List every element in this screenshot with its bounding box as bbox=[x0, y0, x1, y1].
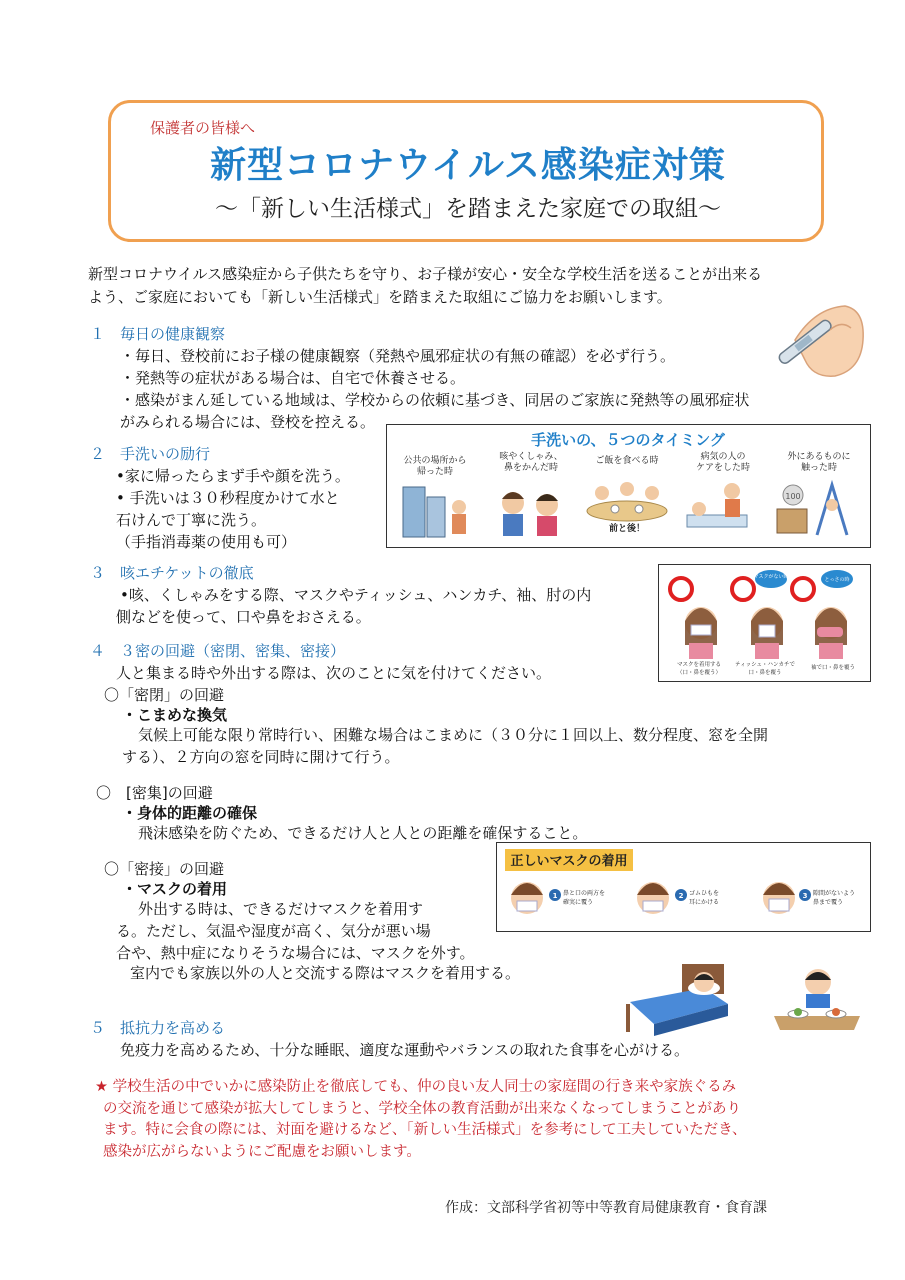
svg-text:1: 1 bbox=[552, 892, 558, 900]
section-title: 抵抗力を高める bbox=[120, 1019, 226, 1037]
handwash-item-label: 鼻をかんだ時 bbox=[503, 463, 559, 473]
s1-line: がみられる場合には、登校を控える。 bbox=[120, 413, 376, 431]
s1-line: ・発熱等の症状がある場合は、自宅で休養させる。 bbox=[120, 369, 466, 387]
section-title: 毎日の健康観察 bbox=[120, 325, 226, 343]
s2-line: 石けんで丁寧に洗う。 bbox=[116, 511, 267, 529]
mask-step-label: 鼻と口の両方を bbox=[563, 890, 606, 897]
handwash-timing-illustration bbox=[387, 425, 869, 546]
etiquette-caption: ティッシュ・ハンカチで bbox=[735, 662, 795, 668]
closing-line: ます。特に会食の際には、対面を避けるなど、「新しい生活様式」を参考にして工夫していただき、 bbox=[103, 1122, 747, 1138]
etiquette-caption: （口・鼻を覆う） bbox=[676, 670, 722, 676]
closing-line: 感染が広がらないようにご配慮をお願いします。 bbox=[103, 1143, 421, 1160]
missetsu-line: 室内でも家族以外の人と交流する際はマスクを着用する。 bbox=[130, 964, 521, 982]
section-5-heading bbox=[90, 1017, 225, 1038]
cough-etiquette-panel bbox=[658, 564, 871, 682]
ok-circle-icon bbox=[670, 578, 692, 600]
misshu-heading: 〇 [密集]の回避 bbox=[96, 784, 213, 802]
s2-line: • 手洗いは３０秒程度かけて水と bbox=[116, 489, 340, 507]
section-4-heading bbox=[90, 640, 345, 661]
svg-text:3: 3 bbox=[802, 892, 808, 900]
mippei-point: ・こまめな換気 bbox=[122, 706, 228, 724]
page-title: 新型コロナウイルス感染症対策 bbox=[210, 145, 726, 186]
playground-icon bbox=[777, 485, 847, 535]
s1-line: ・感染がまん延している地域は、学校からの依頼に基づき、同居のご家族に発熱等の風邪症状 bbox=[120, 391, 750, 409]
closing-line: ★ 学校生活の中でいかに感染防止を徹底しても、仲の良い友人同士の家庭間の行き来や家族ぐるみ bbox=[95, 1079, 737, 1095]
intro-text bbox=[88, 263, 848, 309]
mask-step-2-icon bbox=[637, 882, 687, 914]
section-title: 手洗いの励行 bbox=[120, 445, 211, 463]
handwash-item-label: ご飯を食べる時 bbox=[595, 456, 659, 466]
section-number: ４ bbox=[90, 642, 106, 660]
mask-step-label: ゴムひもを bbox=[689, 890, 720, 897]
s1-line: ・毎日、登校前にお子様の健康観察（発熱や風邪症状の有無の確認）を必ず行う。 bbox=[120, 347, 676, 365]
s5-line: 免疫力を高めるため、十分な睡眠、適度な運動やバランスの取れた食事を心がける。 bbox=[120, 1041, 689, 1059]
mask-step-1-icon bbox=[511, 882, 561, 914]
girl-with-tissue-icon bbox=[751, 607, 783, 659]
mippei-line: する）、２方向の窓を同時に開けて行う。 bbox=[122, 748, 400, 766]
boy-eating-icon bbox=[770, 960, 866, 1032]
svg-text:100: 100 bbox=[785, 492, 801, 501]
missetsu-point: ・マスクの着用 bbox=[122, 880, 228, 898]
thermometer-hand-icon bbox=[775, 300, 867, 382]
section-number: ５ bbox=[90, 1019, 106, 1037]
bubble-text: とっさの時 bbox=[824, 577, 850, 583]
handwash-item-label: ケアをした時 bbox=[695, 463, 751, 473]
bubble-text: マスクがない時 bbox=[753, 574, 789, 580]
svg-text:2: 2 bbox=[678, 892, 684, 900]
section-1-heading bbox=[90, 323, 225, 344]
section-2-heading bbox=[90, 443, 210, 464]
intro-line: 新型コロナウイルス感染症から子供たちを守り、お子様が安心・安全な学校生活を送ることが出来る bbox=[88, 265, 763, 283]
mippei-line: 気候上可能な限り常時行い、困難な場合はこまめに（３０分に１回以上、数分程度、窓を全開 bbox=[138, 726, 769, 744]
handwash-panel-title: 手洗いの、５つのタイミング bbox=[531, 431, 725, 449]
mask-step-label: 耳にかける bbox=[689, 899, 720, 906]
handwash-item-label: 公共の場所から bbox=[403, 456, 467, 466]
mask-step-3-icon bbox=[763, 882, 811, 914]
handwash-item-label: 触った時 bbox=[800, 463, 838, 473]
mask-wearing-illustration bbox=[497, 843, 869, 930]
section-number: １ bbox=[90, 325, 106, 343]
before-after-label: 前と後！ bbox=[608, 524, 646, 534]
closing-line: の交流を通じて感染が拡大してしまうと、学校全体の教育活動が出来なくなってしまうことがあり bbox=[103, 1100, 741, 1117]
girl-with-mask-icon bbox=[685, 607, 717, 659]
girl-with-sleeve-icon bbox=[815, 607, 847, 659]
page-subtitle: ～「新しい生活様式」を踏まえた家庭での取組～ bbox=[215, 196, 721, 222]
etiquette-caption: 口・鼻を覆う bbox=[748, 670, 782, 676]
mask-step-label: 隙間がないよう bbox=[813, 890, 856, 897]
section-number: ３ bbox=[90, 564, 106, 582]
sleeping-child-icon bbox=[624, 958, 734, 1038]
missetsu-line: 合や、熱中症になりそうな場合には、マスクを外す。 bbox=[116, 944, 475, 962]
ok-circle-icon bbox=[792, 578, 814, 600]
missetsu-line: 外出する時は、できるだけマスクを着用す bbox=[138, 900, 424, 918]
misshu-line: 飛沫感染を防ぐため、できるだけ人と人との距離を確保すること。 bbox=[138, 824, 588, 842]
etiquette-caption: マスクを着用する bbox=[676, 662, 722, 668]
etiquette-caption: 袖で口・鼻を覆う bbox=[810, 665, 856, 671]
s3-line: •咳、くしゃみをする際、マスクやティッシュ、ハンカチ、袖、肘の内 bbox=[120, 586, 592, 604]
author-credit: 作成：文部科学省初等中等教育局健康教育・食育課 bbox=[445, 1200, 767, 1216]
closing-note bbox=[95, 1077, 855, 1163]
mask-step-label: 鼻まで覆う bbox=[813, 899, 844, 906]
caregiving-icon bbox=[687, 483, 747, 527]
ok-circle-icon bbox=[732, 578, 754, 600]
missetsu-heading: 〇「密接」の回避 bbox=[104, 860, 225, 878]
handwash-item-label: 帰った時 bbox=[416, 467, 454, 477]
handwash-item-label: 外にあるものに bbox=[787, 452, 851, 462]
s2-line: •家に帰ったらまず手や顔を洗う。 bbox=[116, 467, 350, 485]
handwash-timing-panel bbox=[386, 424, 871, 548]
section-3-heading bbox=[90, 562, 254, 583]
family-meal-icon bbox=[587, 482, 667, 521]
handwash-item-label: 病気の人の bbox=[700, 452, 746, 462]
section-title: 咳エチケットの徹底 bbox=[120, 564, 254, 582]
section-number: ２ bbox=[90, 445, 106, 463]
mask-step-label: 確実に覆う bbox=[563, 899, 594, 906]
missetsu-line: る。ただし、気温や湿度が高く、気分が悪い場 bbox=[116, 922, 431, 940]
s4-intro: 人と集まる時や外出する際は、次のことに気を付けてください。 bbox=[116, 664, 552, 682]
s2-line: （手指消毒薬の使用も可） bbox=[116, 533, 297, 551]
public-building-icon bbox=[403, 487, 466, 537]
s3-line: 側などを使って、口や鼻をおさえる。 bbox=[116, 608, 371, 626]
section-title: ３密の回避（密閉、密集、密接） bbox=[120, 642, 346, 660]
mask-wearing-panel bbox=[496, 842, 871, 932]
mask-panel-title: 正しいマスクの着用 bbox=[510, 854, 628, 869]
cough-etiquette-illustration bbox=[659, 565, 869, 680]
handwash-item-label: 咳やくしゃみ、 bbox=[499, 452, 563, 462]
sneezing-people-icon bbox=[502, 492, 558, 536]
addressee: 保護者の皆様へ bbox=[150, 119, 256, 137]
misshu-point: ・身体的距離の確保 bbox=[122, 804, 258, 822]
mippei-heading: 〇「密閉」の回避 bbox=[104, 686, 225, 704]
intro-line: よう、ご家庭においても「新しい生活様式」を踏まえた取組にご協力をお願いします。 bbox=[88, 288, 672, 306]
